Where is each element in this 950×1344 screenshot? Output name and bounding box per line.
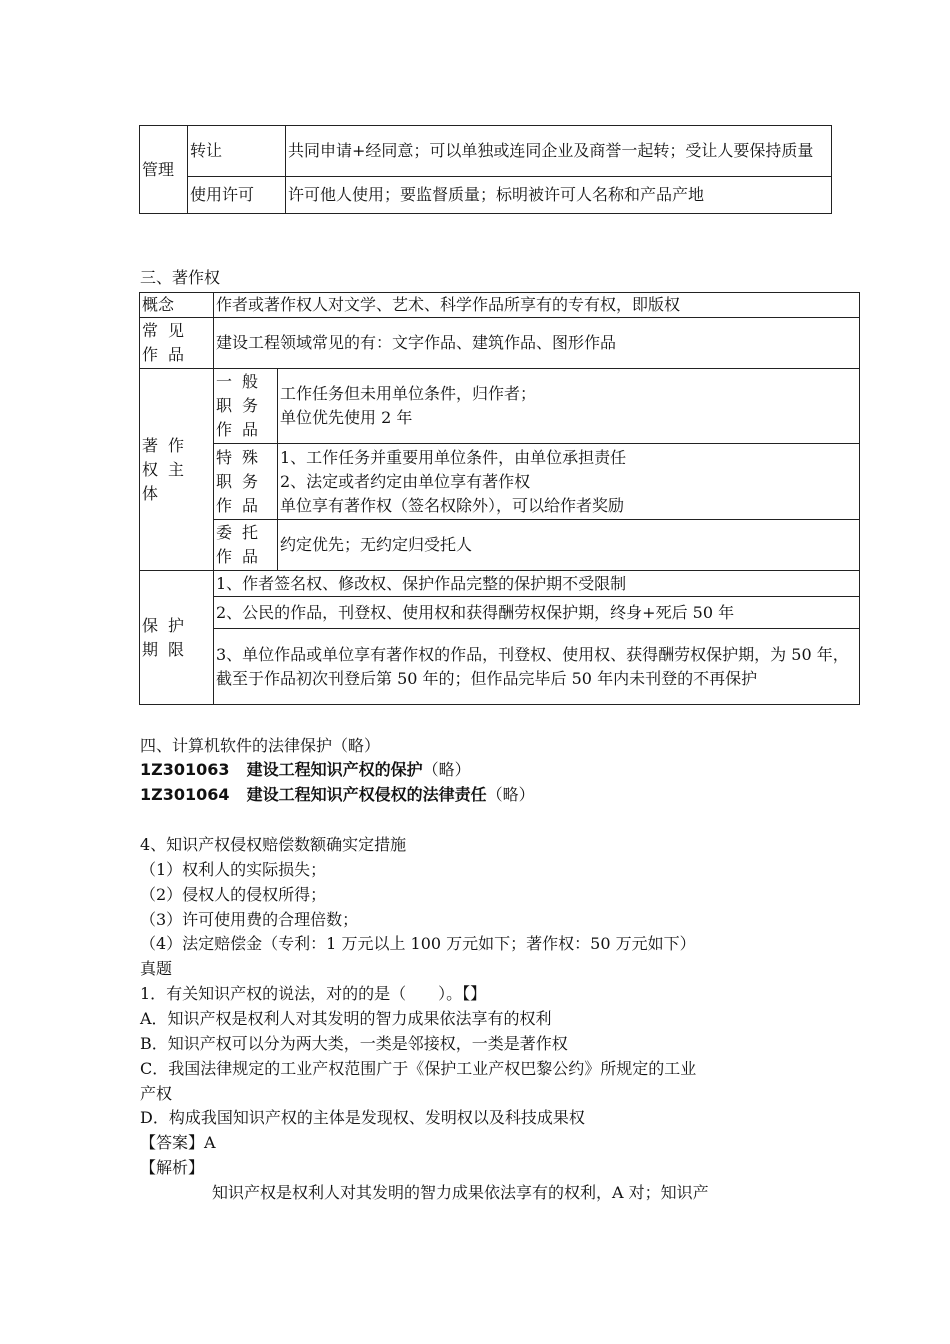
license-text: 许可他人使用；要监督质量；标明被许可人名称和产品产地 [286,177,832,214]
subject-desc-general [278,369,860,444]
heading-liability [140,783,535,807]
license-label: 使用许可 [188,177,286,214]
subject-desc-commissioned: 约定优先；无约定归受托人 [278,520,860,571]
section-title-copyright: 三、著作权 [140,268,221,287]
analysis-text: 知识产权是权利人对其发明的智力成果依法享有的权利，A 对；知识产 [212,1183,709,1202]
subject-desc-line: 工作任务但未用单位条件，归作者； [280,384,537,403]
management-table [139,125,832,214]
heading-code: 1Z301063 [140,760,230,779]
period-row-2: 2、公民的作品，刊登权、使用权和获得酬劳权保护期，终身+死后 50 年 [214,597,860,629]
subject-desc-line: 1、工作任务并重要用单位条件，由单位承担责任 [280,447,627,467]
period-row-1: 1、作者签名权、修改权、保护作品完整的保护期不受限制 [214,571,860,597]
option-a: A．知识产权是权利人对其发明的智力成果依法享有的权利 [140,1009,552,1028]
period-label: 保护期限 [140,571,214,705]
subject-label: 著作权主体 [140,369,214,571]
subject-desc-line: 2、法定或者约定由单位享有著作权 [280,471,531,491]
measure-item: （4）法定赔偿金（专利：1 万元以上 100 万元如下；著作权：50 万元如下） [140,934,696,953]
management-label: 管理 [140,126,188,214]
option-c: C．我国法律规定的工业产权范围广于《保护工业产权巴黎公约》所规定的工业 [140,1059,697,1078]
answer: 【答案】A [140,1133,216,1152]
real-exam-title: 真题 [140,959,173,978]
question-text: 1．有关知识产权的说法，对的的是（ ）。【】 [140,984,487,1003]
subject-desc-line: 单位享有著作权（签名权除外），可以给作者奖励 [280,495,625,515]
measure-item: （2）侵权人的侵权所得； [140,885,327,904]
transfer-label: 转让 [188,126,286,177]
option-d: D．构成我国知识产权的主体是发现权、发明权以及科技成果权 [140,1108,585,1127]
analysis-title: 【解析】 [140,1158,205,1177]
measure-item: （1）权利人的实际损失； [140,860,327,879]
concept-text: 作者或著作权人对文学、艺术、科学作品所享有的专有权，即版权 [214,293,860,318]
subject-type-special: 特殊职务作品 [214,444,278,520]
heading-suffix: （略） [486,785,535,804]
concept-label: 概念 [140,293,214,318]
works-text: 建设工程领域常见的有：文字作品、建筑作品、图形作品 [214,318,860,369]
item-4-title: 4、知识产权侵权赔偿数额确实定措施 [140,835,407,854]
heading-title: 建设工程知识产权侵权的法律责任 [246,785,487,804]
option-b: B．知识产权可以分为两大类，一类是邻接权，一类是著作权 [140,1034,568,1053]
subject-desc-special [278,444,860,520]
copyright-table [139,292,860,705]
period-row-3: 3、单位作品或单位享有著作权的作品，刊登权、使用权、获得酬劳权保护期，为 50 年，截至于作品初次刊登后第 50 年的；但作品完毕后 50 年内未刊登的不再保护 [214,629,860,705]
heading-suffix: （略） [422,760,471,779]
heading-title: 建设工程知识产权的保护 [246,760,423,779]
heading-protection [140,758,471,782]
subject-desc-line: 单位优先使用 2 年 [280,408,413,427]
transfer-text: 共同申请+经同意；可以单独或连同企业及商誉一起转；受让人要保持质量 [286,126,832,177]
works-label: 常见作品 [140,318,214,369]
option-c-continued: 产权 [140,1084,173,1103]
subject-type-commissioned: 委托作品 [214,520,278,571]
subject-type-general: 一般职务作品 [214,369,278,444]
heading-code: 1Z301064 [140,785,230,804]
section-title-software: 四、计算机软件的法律保护（略） [140,736,381,755]
measure-item: （3）许可使用费的合理倍数； [140,910,359,929]
